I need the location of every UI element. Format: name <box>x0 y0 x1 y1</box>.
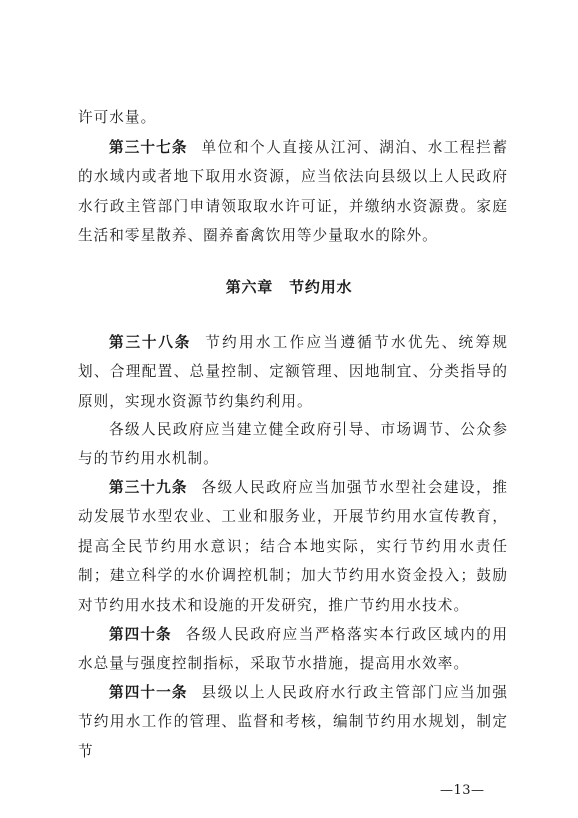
article-heading: 第三十七条 <box>109 139 188 156</box>
paragraph-article-38 <box>78 328 508 416</box>
paragraph-continued <box>78 103 508 132</box>
paragraph-article-39 <box>78 473 508 620</box>
paragraph-article-38-clause-2 <box>78 415 508 474</box>
paragraph-text: 各级人民政府应当严格落实本行政区域内的用水总量与强度控制指标，采取节水措施，提高用水效率。 <box>78 626 508 673</box>
paragraph-text: 节约用水工作应当遵循节水优先、统筹规划、合理配置、总量控制、定额管理、因地制宜、分类指导的原则，实现水资源节约集约利用。 <box>78 334 508 410</box>
paragraph-text: 各级人民政府应当加强节水型社会建设，推动发展节水型农业、工业和服务业，开展节约用水宣传教育，提高全民节约用水意识；结合本地实际，实行节约用水责任制；建立科学的水价调控机制；加大节约用水资金投入；鼓励对节约用水技术和设施的开发研究，推广节约用水技术。 <box>78 479 508 614</box>
paragraph-text: 许可水量。 <box>78 109 157 126</box>
chapter-number: 第六章 <box>225 278 274 296</box>
page-number: —13— <box>440 783 485 798</box>
article-heading: 第四十条 <box>109 626 172 643</box>
article-heading: 第三十九条 <box>109 479 188 496</box>
paragraph-article-37 <box>78 133 508 251</box>
article-heading: 第四十一条 <box>109 684 188 701</box>
chapter-title: 节约用水 <box>289 278 353 296</box>
article-heading: 第三十八条 <box>109 334 192 351</box>
chapter-heading <box>0 276 578 297</box>
paragraph-text: 单位和个人直接从江河、湖泊、水工程拦蓄的水域内或者地下取用水资源，应当依法向县级以上人民政府水行政主管部门申请领取取水许可证，并缴纳水资源费。家庭生活和零星散养、圈养畜禽饮用等少量取水的除外。 <box>78 139 508 245</box>
paragraph-text: 各级人民政府应当建立健全政府引导、市场调节、公众参与的节约用水机制。 <box>78 421 508 468</box>
paragraph-text: 县级以上人民政府水行政主管部门应当加强节约用水工作的管理、监督和考核，编制节约用水规划，制定节 <box>78 684 508 760</box>
paragraph-article-40 <box>78 620 508 679</box>
paragraph-article-41 <box>78 678 508 766</box>
